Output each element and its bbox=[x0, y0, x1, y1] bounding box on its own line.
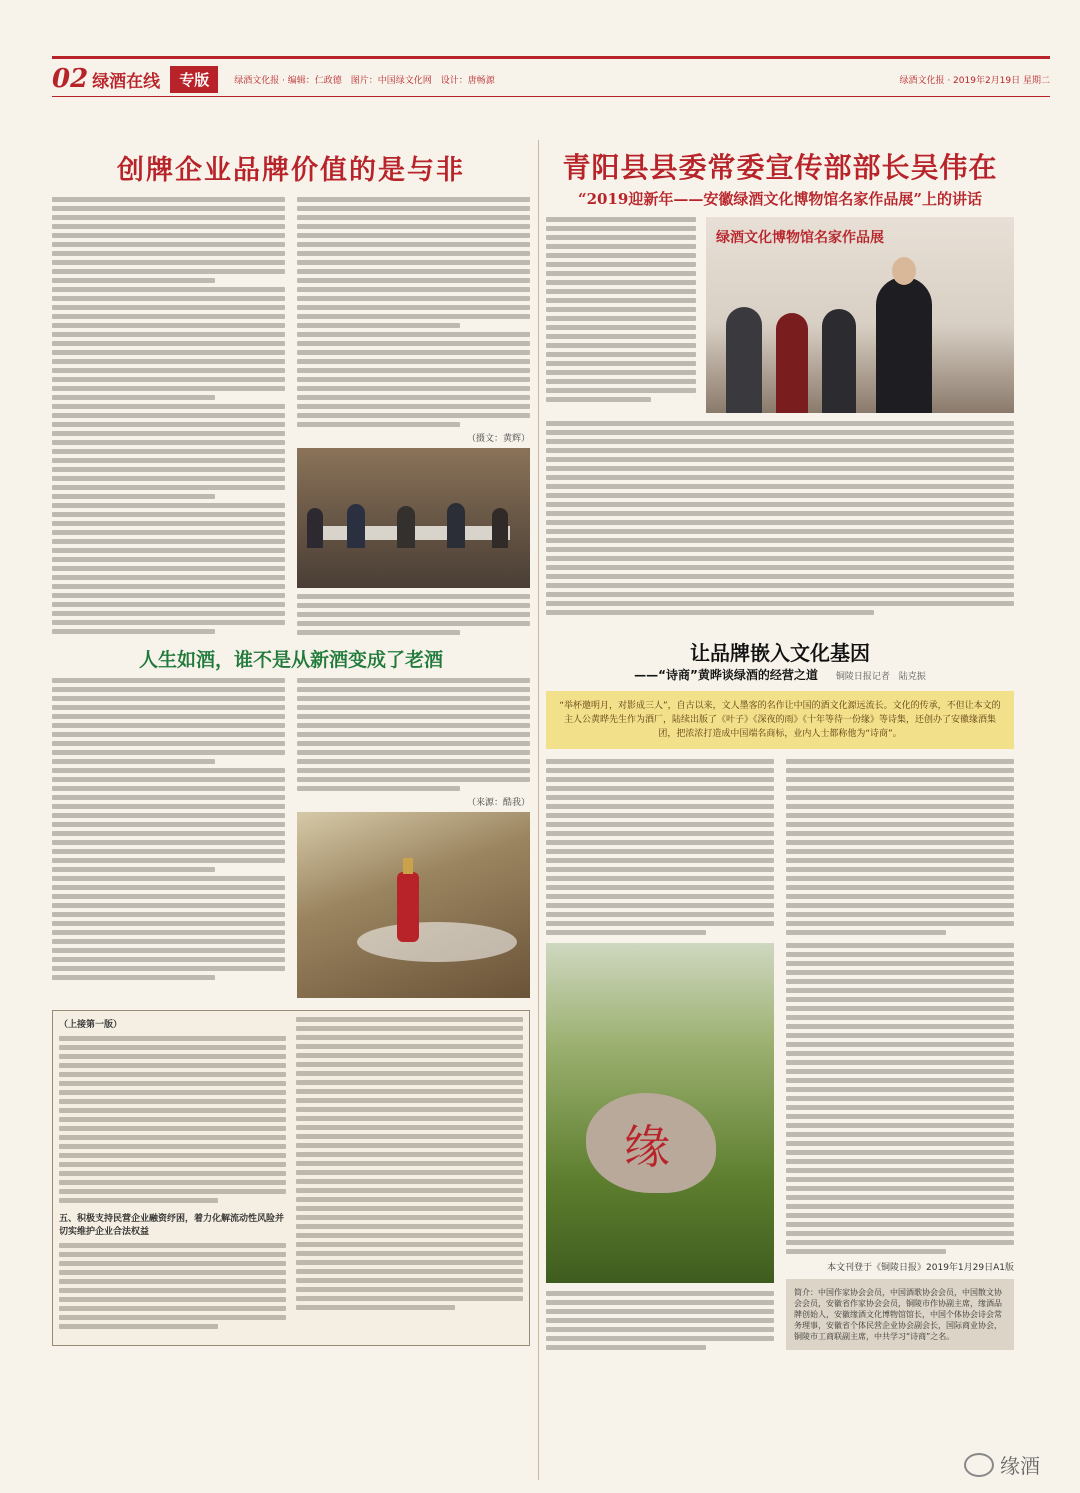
article-body bbox=[546, 421, 1014, 615]
left-headline: 创牌企业品牌价值的是与非 bbox=[117, 155, 465, 186]
stone-photo bbox=[546, 943, 774, 1283]
article-body bbox=[52, 197, 285, 635]
qa-body bbox=[546, 1291, 774, 1350]
meeting-photo bbox=[297, 448, 530, 588]
box-subhead: 五、积极支持民营企业融资纾困，着力化解流动性风险并切实维护企业合法权益 bbox=[59, 1214, 285, 1237]
author-bio: 简介：中国作家协会会员，中国酒歌协会会员，中国散文协会会员，安徽省作家协会会员，铜陵市作协副主席，缘酒品牌创始人，安徽缘酒文化博物馆馆长，中国个体协会诗会常务理事，安徽省个体民营企业协会副会长，国际商业协会，铜陵市工商联副主席，中共学习“诗商”之名。 bbox=[786, 1279, 1014, 1350]
watermark bbox=[964, 1450, 1040, 1479]
right-article2-byline: 铜陵日报记者 陆克振 bbox=[835, 672, 926, 682]
article-source: （来源：酷我） bbox=[466, 798, 530, 808]
watermark-text: 缘酒 bbox=[1000, 1454, 1040, 1478]
section-tag: 专版 bbox=[170, 66, 218, 93]
right-subheadline: “2019迎新年——安徽绿酒文化博物馆名家作品展”上的讲话 bbox=[577, 190, 982, 208]
header-rule bbox=[52, 56, 1050, 59]
page-header bbox=[52, 62, 1050, 97]
page-number: 02 bbox=[52, 64, 89, 94]
banner-text: 绿酒文化博物馆名家作品展 bbox=[716, 230, 884, 246]
article-body bbox=[297, 594, 530, 635]
left-article2-title: 人生如酒，谁不是从新酒变成了老酒 bbox=[138, 649, 443, 671]
article-summary: “举杯邀明月，对影成三人”，自古以来，文人墨客的名作让中国的酒文化源远流长。文化的传承，不但让本文的主人公黄晔先生作为酒厂，陆续出版了《叶子》《深夜的雨》《十年等待一份缘》等诗集，还创办了安徽缘酒集团，把浓浓打造成中国端名商标，业内人士都称他为“诗商”。 bbox=[546, 691, 1014, 749]
right-headline: 青阳县县委常委宣传部部长吴伟在 bbox=[562, 151, 998, 184]
article-body bbox=[297, 197, 530, 427]
photo-credit: （摄文：黄辉） bbox=[466, 434, 530, 444]
qa-body bbox=[786, 943, 1014, 1254]
header-date: 绿酒文化报 · 2019年2月19日 星期二 bbox=[899, 75, 1050, 86]
qa-body bbox=[546, 759, 774, 935]
article-body bbox=[546, 217, 696, 413]
right-article2-subtitle: ——“诗商”黄晔谈绿酒的经营之道 bbox=[634, 668, 818, 682]
speech-photo bbox=[706, 217, 1014, 413]
continued-box bbox=[52, 1010, 530, 1346]
stone-character: 缘 bbox=[624, 1120, 670, 1174]
box-heading: （上接第一版） bbox=[59, 1020, 123, 1030]
wechat-icon bbox=[964, 1453, 994, 1477]
header-meta: 绿酒文化报 · 编辑：仁政德 图片：中国绿文化网 设计：唐畅源 bbox=[234, 75, 495, 86]
qa-body bbox=[786, 759, 1014, 935]
left-column bbox=[52, 140, 530, 1346]
section-title: 绿酒在线 bbox=[92, 71, 161, 92]
right-article2-title: 让品牌嵌入文化基因 bbox=[690, 641, 870, 665]
article-body bbox=[297, 678, 530, 791]
bottle-photo bbox=[297, 812, 530, 998]
right-column bbox=[546, 140, 1014, 1350]
article-body bbox=[52, 678, 285, 998]
column-divider bbox=[538, 140, 539, 1480]
article-credit: 本文刊登于《铜陵日报》2019年1月29日A1版 bbox=[827, 1263, 1014, 1273]
